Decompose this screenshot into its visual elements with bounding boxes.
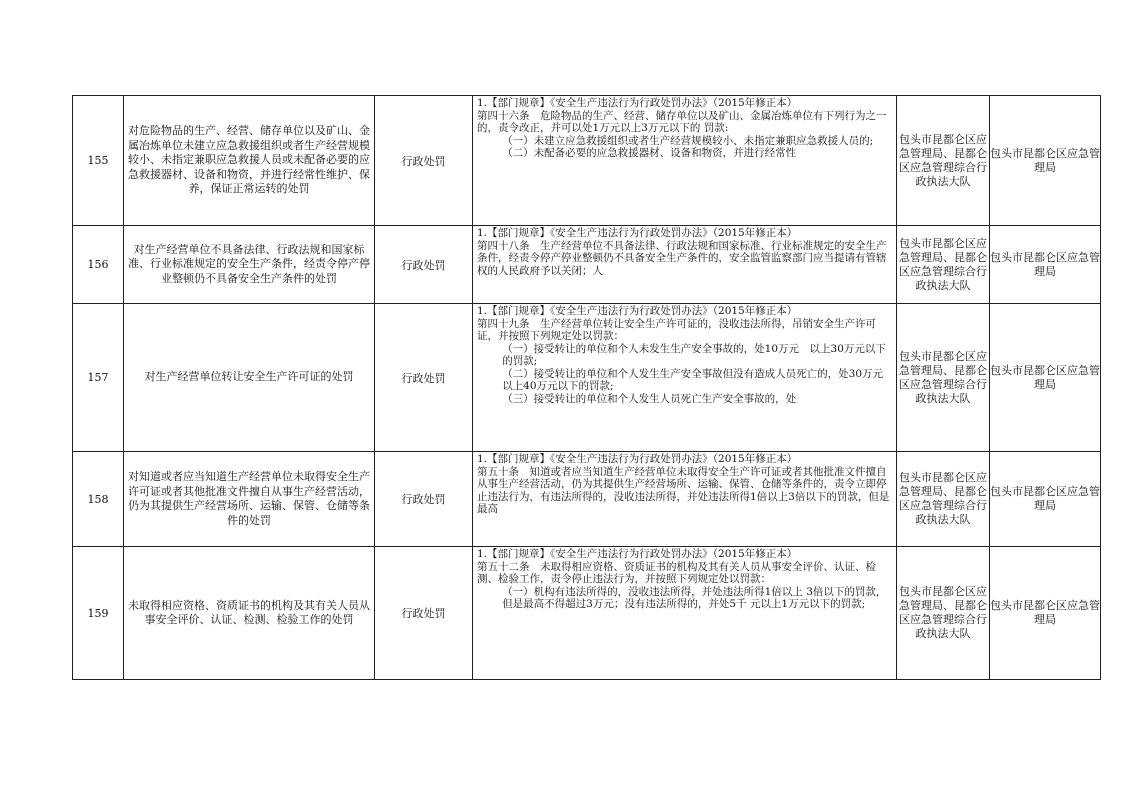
item-type: 行政处罚 <box>375 452 473 547</box>
executing-body: 包头市昆都仑区应急管理局、昆都仑区应急管理综合行政执法大队 <box>897 452 990 547</box>
basis-line: （一）接受转让的单位和个人未发生生产安全事故的，处10万元 以上30万元以下的罚款; <box>502 342 886 367</box>
basis-line: 1.【部门规章】《安全生产违法行为行政处罚办法》（2015年修正本） <box>477 305 798 317</box>
table-row <box>73 547 1101 680</box>
basis-line: 1.【部门规章】《安全生产违法行为行政处罚办法》（2015年修正本） <box>477 453 798 465</box>
item-name: 未取得相应资格、资质证书的机构及其有关人员从事安全评价、认证、检测、检验工作的处罚 <box>124 547 375 680</box>
authority: 包头市昆都仑区应急管理局 <box>990 452 1101 547</box>
basis-line: （一）未建立应急救援组织或者生产经营规模较小、未指定兼职应急救援人员的; <box>502 134 874 147</box>
table-row <box>73 226 1101 304</box>
item-name: 对知道或者应当知道生产经营单位未取得安全生产许可证或者其他批准文件擅自从事生产经营活动，仍为其提供生产经营场所、运输、保管、仓储等条件的处罚 <box>124 452 375 547</box>
authority: 包头市昆都仑区应急管理局 <box>990 304 1101 452</box>
item-type: 行政处罚 <box>375 226 473 304</box>
table-row <box>73 452 1101 547</box>
executing-body: 包头市昆都仑区应急管理局、昆都仑区应急管理综合行政执法大队 <box>897 547 990 680</box>
basis-line: 1.【部门规章】《安全生产违法行为行政处罚办法》（2015年修正本） <box>477 97 798 109</box>
basis-line: （一）机构有违法所得的，没收违法所得，并处违法所得1倍以上 3倍以下的罚款，但是最高不得超过3万元；没有违法所得的，并处5千 元以上1万元以下的罚款; <box>502 585 887 610</box>
basis-line: 第四十九条 生产经营单位转让安全生产许可证的，没收违法所得，吊销安全生产许可证，并按照下列规定处以罚款： <box>477 317 876 342</box>
row-number: 158 <box>73 452 124 547</box>
basis-line: 1.【部门规章】《安全生产违法行为行政处罚办法》（2015年修正本） <box>477 548 798 560</box>
item-name: 对危险物品的生产、经营、储存单位以及矿山、金属冶炼单位未建立应急救援组织或者生产经营规模较小、未指定兼职应急救援人员或未配备必要的应急救援器材、设备和物资，并进行经常性维护、保养，保证正常运转的处罚 <box>124 96 375 226</box>
basis-line: （二）未配备必要的应急救援器材、设备和物资，并进行经常性 <box>502 147 797 159</box>
basis-line: 第四十八条 生产经营单位不具备法律、行政法规和国家标准、行业标准规定的安全生产条件，经责令停产停业整顿仍不具备安全生产条件的，安全监管监察部门应当提请有管辖权的人民政府予以关闭；人 <box>477 239 887 277</box>
item-type: 行政处罚 <box>375 304 473 452</box>
legal-basis <box>473 226 897 304</box>
executing-body: 包头市昆都仑区应急管理局、昆都仑区应急管理综合行政执法大队 <box>897 226 990 304</box>
row-number: 157 <box>73 304 124 452</box>
legal-basis <box>473 547 897 680</box>
row-number: 156 <box>73 226 124 304</box>
penalty-table <box>72 95 1101 680</box>
item-name: 对生产经营单位转让安全生产许可证的处罚 <box>124 304 375 452</box>
authority: 包头市昆都仑区应急管理局 <box>990 226 1101 304</box>
item-type: 行政处罚 <box>375 96 473 226</box>
basis-line: 第五十条 知道或者应当知道生产经营单位未取得安全生产许可证或者其他批准文件擅自从事生产经营活动，仍为其提供生产经营场所、运输、保管、仓储等条件的，责令立即停止违法行为，有违法所得的，没收违法所得，并处违法所得1倍以上3倍以下的罚款，但是最高 <box>477 465 890 515</box>
legal-basis <box>473 304 897 452</box>
basis-line: 第五十二条 未取得相应资格、资质证书的机构及其有关人员从事安全评价、认证、检测、检验工作，责令停止违法行为，并按照下列规定处以罚款： <box>477 560 876 585</box>
basis-line: （三）接受转让的单位和个人发生人员死亡生产安全事故的，处 <box>502 392 797 405</box>
legal-basis <box>473 452 897 547</box>
executing-body: 包头市昆都仑区应急管理局、昆都仑区应急管理综合行政执法大队 <box>897 304 990 452</box>
table-row <box>73 304 1101 452</box>
row-number: 155 <box>73 96 124 226</box>
basis-line: 1.【部门规章】《安全生产违法行为行政处罚办法》（2015年修正本） <box>477 227 798 239</box>
authority: 包头市昆都仑区应急管理局 <box>990 96 1101 226</box>
row-number: 159 <box>73 547 124 680</box>
legal-basis <box>473 96 897 226</box>
item-name: 对生产经营单位不具备法律、行政法规和国家标准、行业标准规定的安全生产条件，经责令停产停业整顿仍不具备安全生产条件的处罚 <box>124 226 375 304</box>
basis-line: （二）接受转让的单位和个人发生生产安全事故但没有造成人员死亡的，处30万元以上40万元以下的罚款; <box>502 367 884 392</box>
item-type: 行政处罚 <box>375 547 473 680</box>
table-row <box>73 96 1101 226</box>
authority: 包头市昆都仑区应急管理局 <box>990 547 1101 680</box>
basis-line: 第四十六条 危险物品的生产、经营、储存单位以及矿山、金属冶炼单位有下列行为之一的，责令改正，并可以处1万元以上3万元以下的 罚款: <box>477 109 887 134</box>
executing-body: 包头市昆都仑区应急管理局、昆都仑区应急管理综合行政执法大队 <box>897 96 990 226</box>
